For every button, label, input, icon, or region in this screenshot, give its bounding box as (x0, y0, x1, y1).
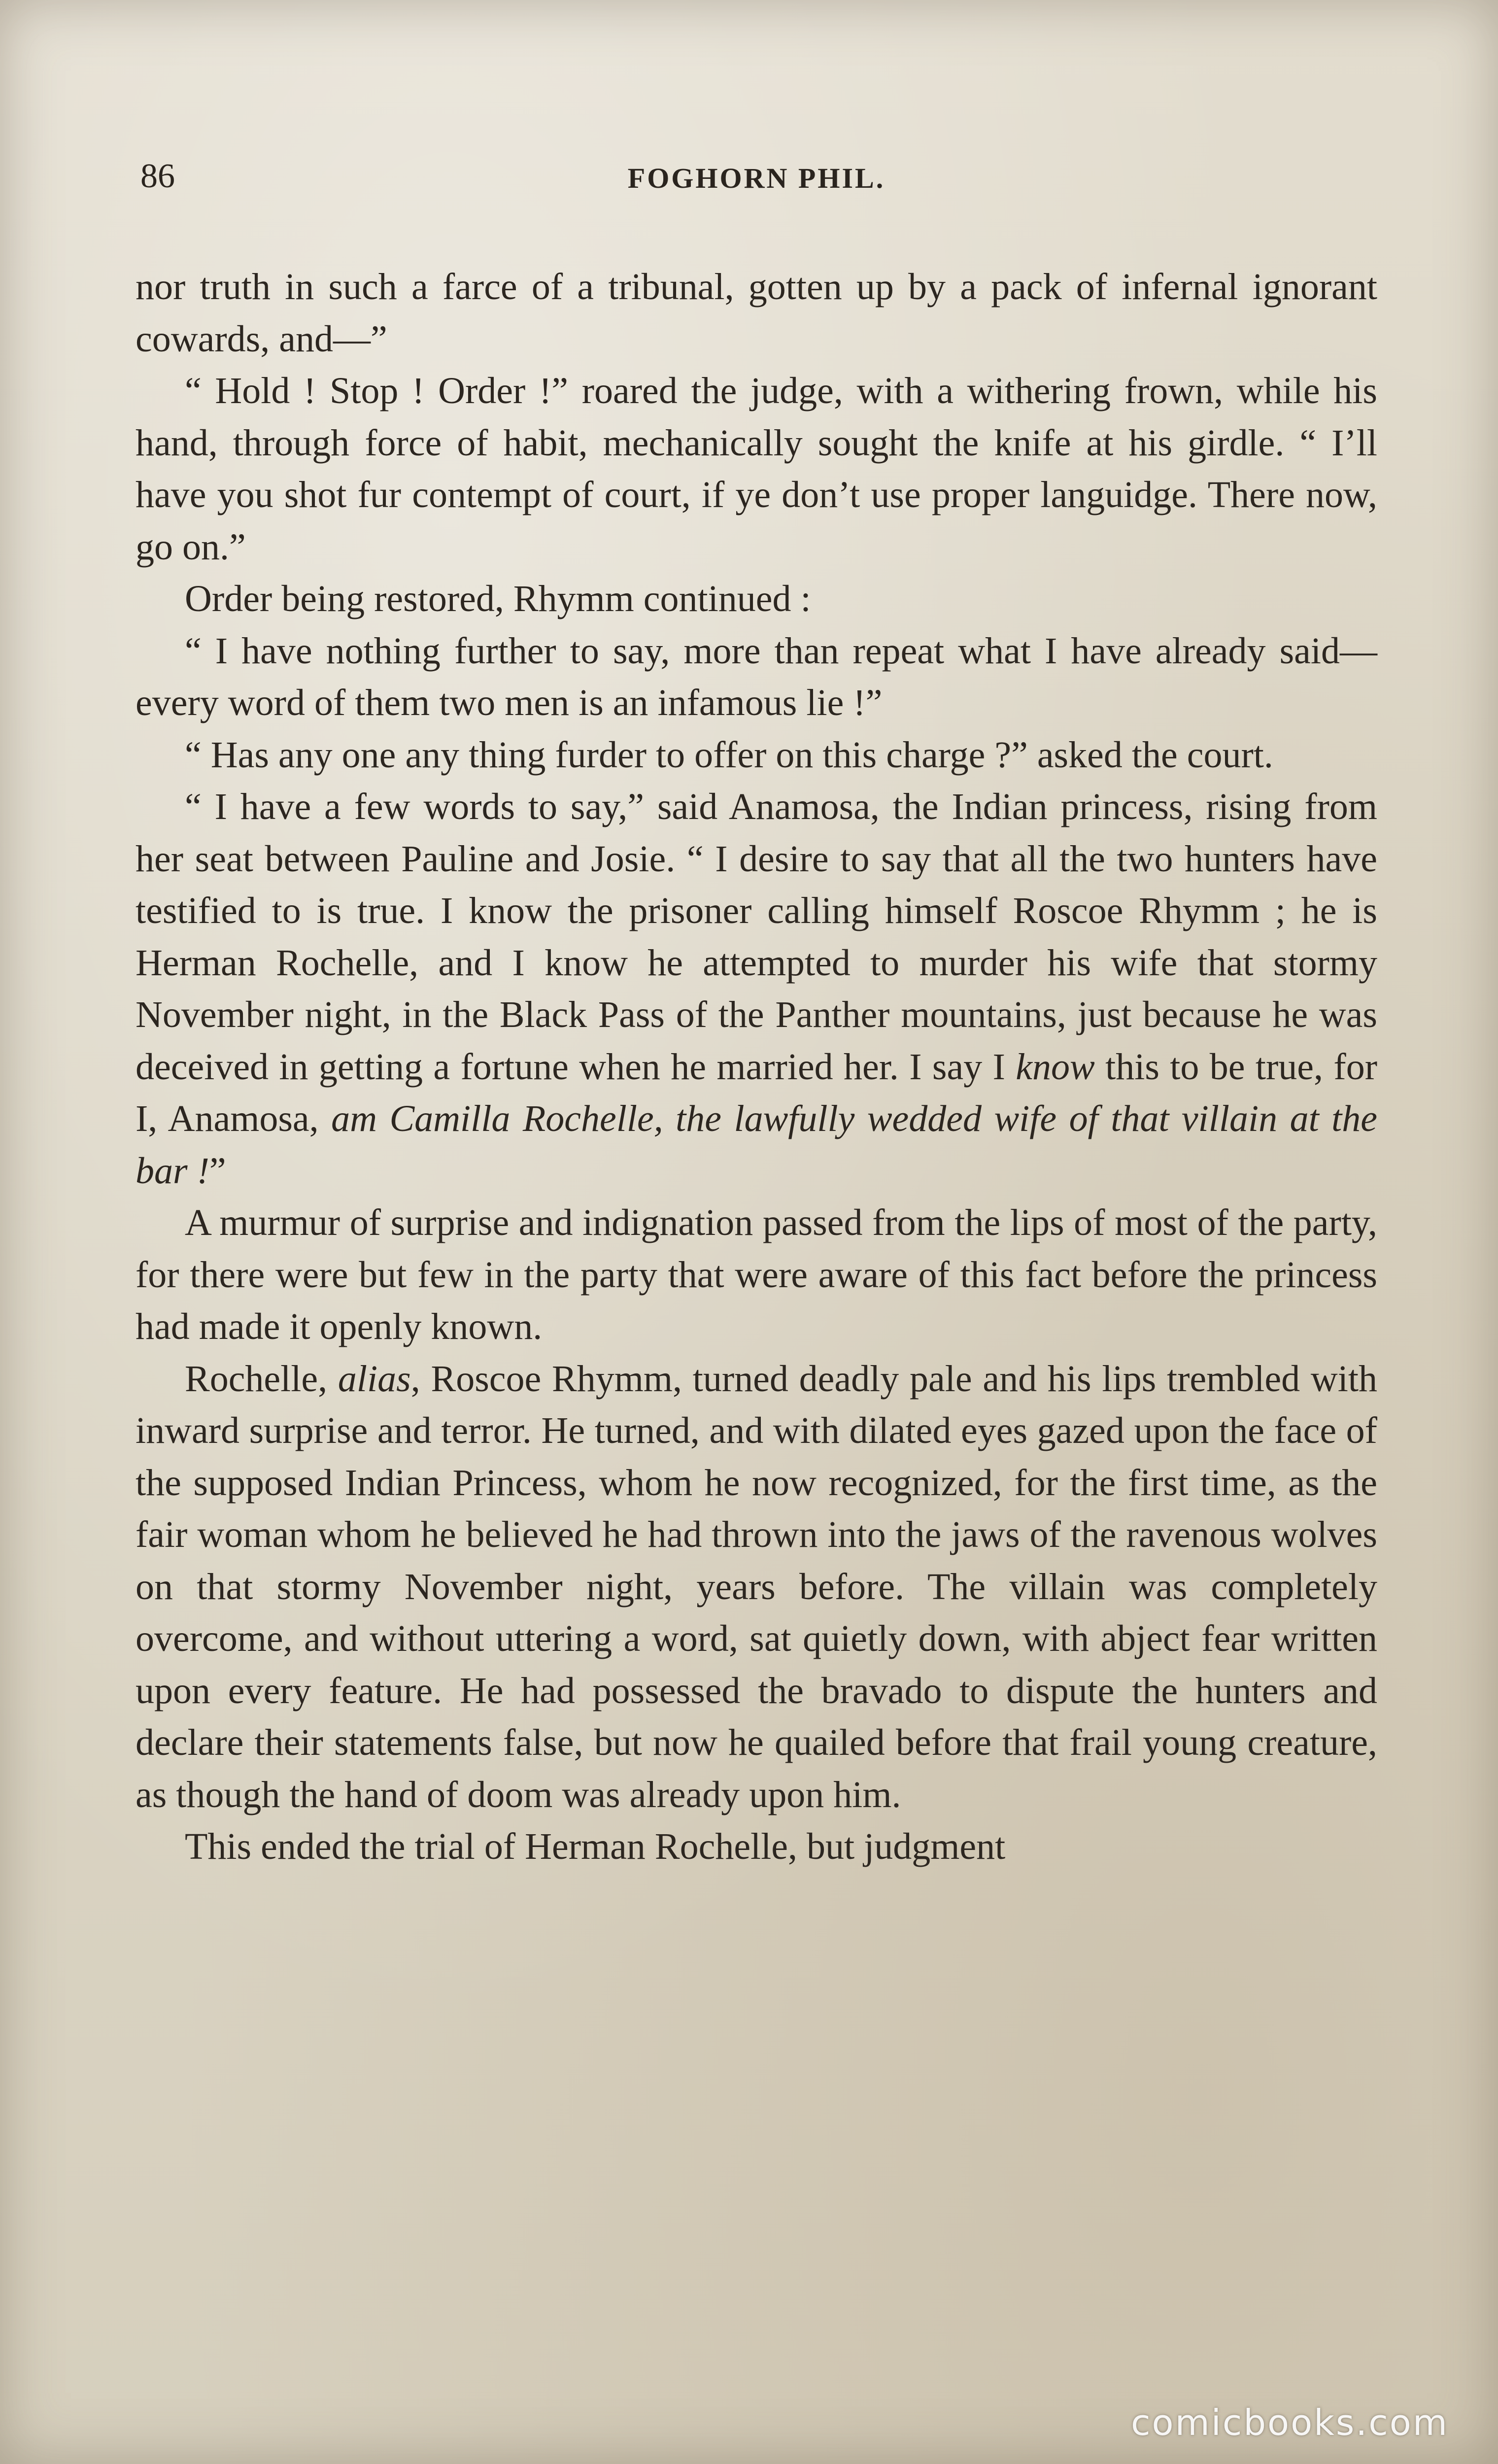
text-segment: Order being restored, Rhymm continued : (185, 578, 811, 619)
paragraph (136, 573, 1377, 625)
text-segment: this to be true, for I, Anamosa, (136, 1046, 1378, 1139)
paragraph (136, 1821, 1377, 1873)
paragraph (136, 1353, 1377, 1821)
italic-text-segment: am Camilla Rochelle, the lawfully wedded wife of that villain at the bar ! (136, 1098, 1378, 1192)
text-segment: “ Hold ! Stop ! Order !” roared the judge, with a withering frown, while his hand, through force of habit, mechanically sought the knife at his girdle. “ I’ll have you shot fur contempt of court, if ye don’t use proper languidge. There now, go on.” (136, 370, 1377, 568)
text-segment: “ I have a few words to say,” said Anamosa, the Indian princess, rising from her seat between Pauline and Josie. “ I desire to say that all the two hunters have testified to is true. I know the prisoner calling himself Roscoe Rhymm ; he is Herman Rochelle, and I know he attempted to murder his wife that stormy November night, in the Black Pass of the Panther mountains, just because he was deceived in getting a fortune when he married her. I say I (136, 786, 1377, 1088)
watermark: comicbooks.com (1130, 2402, 1449, 2443)
text-segment: This ended the trial of Herman Rochelle, but judgment (185, 1826, 1006, 1867)
text-segment: ” (209, 1150, 226, 1192)
text-segment: nor truth in such a farce of a tribunal, gotten up by a pack of infernal ignorant cowards, and—” (136, 266, 1377, 360)
paragraph (136, 1197, 1377, 1353)
paragraph (136, 365, 1377, 573)
body-text (136, 261, 1377, 1873)
paragraph (136, 781, 1377, 1197)
text-segment: “ Has any one any thing furder to offer on this charge ?” asked the court. (185, 734, 1273, 776)
text-segment: , Roscoe Rhymm, turned deadly pale and his lips trembled with inward surprise and terror. He turned, and with dilated eyes gazed upon the face of the supposed Indian Princess, whom he now recognized, for the first time, as the fair woman whom he believed he had thrown into the jaws of the ravenous wolves on that stormy November night, years before. The villain was completely overcome, and without uttering a word, sat quietly down, with abject fear written upon every feature. He had possessed the bravado to dispute the hunters and declare their statements false, but now he quailed before that frail young creature, as though the hand of doom was already upon him. (136, 1358, 1377, 1815)
page-number: 86 (140, 157, 175, 195)
paragraph (136, 625, 1377, 729)
running-head: FOGHORN PHIL. (627, 162, 885, 194)
italic-text-segment: alias (338, 1358, 411, 1400)
text-segment: A murmur of surprise and indignation passed from the lips of most of the party, for there were but few in the party that were aware of this fact before the princess had made it openly known. (136, 1202, 1377, 1347)
italic-text-segment: know (1016, 1046, 1095, 1088)
paragraph (136, 729, 1377, 782)
paragraph (136, 261, 1377, 365)
text-segment: Rochelle, (185, 1358, 338, 1400)
text-segment: “ I have nothing further to say, more than repeat what I have already said—every word of them two men is an infamous lie !” (136, 630, 1377, 723)
page-header (140, 157, 1372, 201)
